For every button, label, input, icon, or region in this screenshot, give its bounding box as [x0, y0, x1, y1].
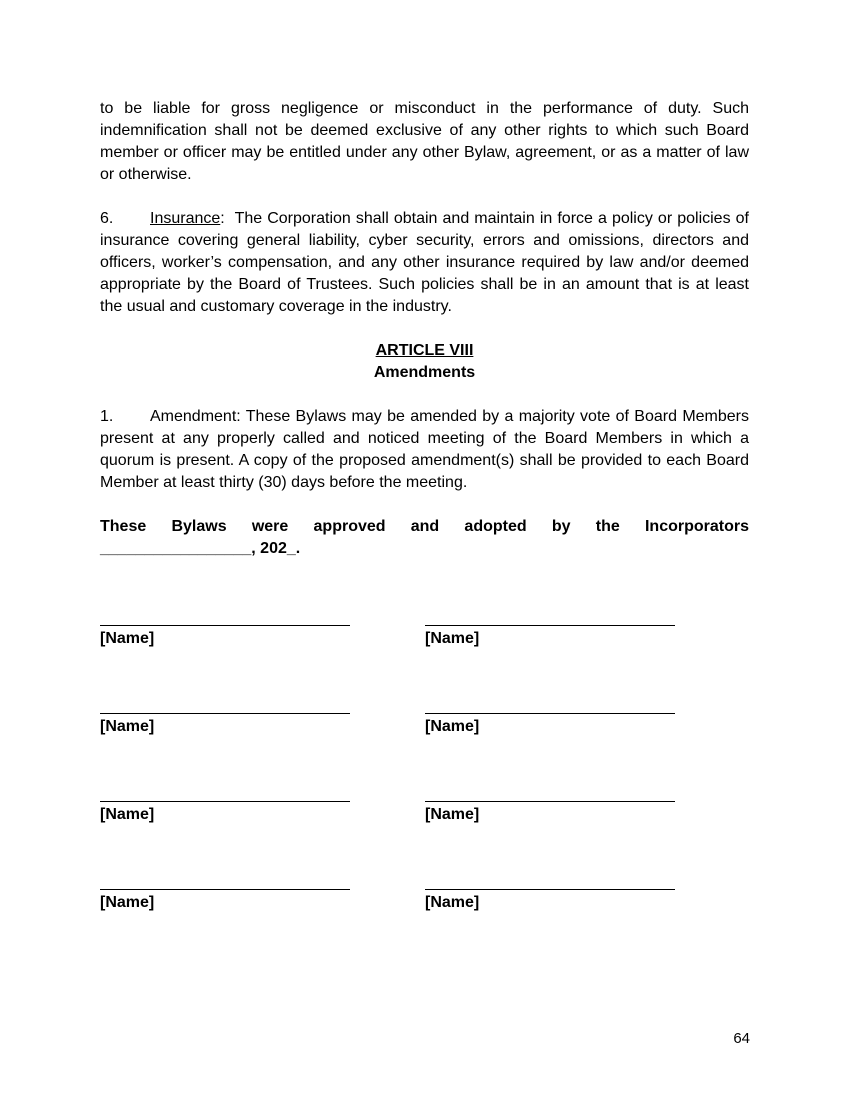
- approval-line-1: These Bylaws were approved and adopted by the Incorporators: [100, 518, 749, 535]
- signature-row: [100, 876, 750, 964]
- signature-block-right: [425, 788, 750, 876]
- signature-block-left: [100, 876, 425, 964]
- section-6-number: 6.: [100, 210, 114, 227]
- signatory-name: [Name]: [100, 718, 155, 735]
- signature-grid: [100, 612, 750, 964]
- continued-paragraph: to be liable for gross negligence or misconduct in the performance of duty. Such indemnification shall not be deemed exclusive of any other rights to which such Board member or officer may be entitled under any other Bylaw, agreement, or as a matter of law or otherwise.: [100, 100, 749, 183]
- signature-line: [425, 700, 675, 714]
- approval-statement: [100, 516, 749, 560]
- signature-block-left: [100, 612, 425, 700]
- signature-line: [425, 876, 675, 890]
- signature-block-left: [100, 788, 425, 876]
- signatory-name: [Name]: [425, 894, 480, 911]
- document-body: [100, 98, 749, 560]
- section-6-separator: :: [220, 210, 225, 227]
- article-subtitle: Amendments: [373, 364, 476, 381]
- signature-block-right: [425, 876, 750, 964]
- signature-line: [100, 876, 350, 890]
- signature-block-right: [425, 700, 750, 788]
- signatory-name: [Name]: [425, 718, 480, 735]
- signatory-name: [Name]: [100, 806, 155, 823]
- signature-block-left: [100, 700, 425, 788]
- signatory-name: [Name]: [425, 630, 480, 647]
- signature-line: [100, 612, 350, 626]
- amendment-paragraph: [100, 406, 749, 494]
- signatory-name: [Name]: [100, 630, 155, 647]
- signatory-name: [Name]: [100, 894, 155, 911]
- article-title: ARTICLE VIII: [375, 342, 474, 359]
- section-6-insurance: [100, 208, 749, 318]
- signature-line: [425, 788, 675, 802]
- signature-row: [100, 612, 750, 700]
- approval-line-2: _________________, 202_.: [100, 540, 301, 557]
- amendment-number: 1.: [100, 408, 114, 425]
- section-6-text: The Corporation shall obtain and maintain in force a policy or policies of insurance covering general liability, cyber security, errors and omissions, directors and officers, worker’s compensation, and any other insurance required by law and/or deemed appropriate by the Board of Trustees. Such policies shall be in an amount that is at least the usual and customary coverage in the industry.: [100, 210, 749, 315]
- signature-row: [100, 700, 750, 788]
- signature-line: [100, 700, 350, 714]
- signature-row: [100, 788, 750, 876]
- article-heading: [100, 340, 749, 384]
- page-number: 64: [733, 1030, 750, 1047]
- signatory-name: [Name]: [425, 806, 480, 823]
- amendment-text: Amendment: These Bylaws may be amended by a majority vote of Board Members present at any properly called and noticed meeting of the Board Members in which a quorum is present. A copy of the proposed amendment(s) shall be provided to each Board Member at least thirty (30) days before the meeting.: [100, 408, 749, 491]
- signature-block-right: [425, 612, 750, 700]
- signature-line: [100, 788, 350, 802]
- signature-line: [425, 612, 675, 626]
- section-6-heading: Insurance: [150, 210, 221, 227]
